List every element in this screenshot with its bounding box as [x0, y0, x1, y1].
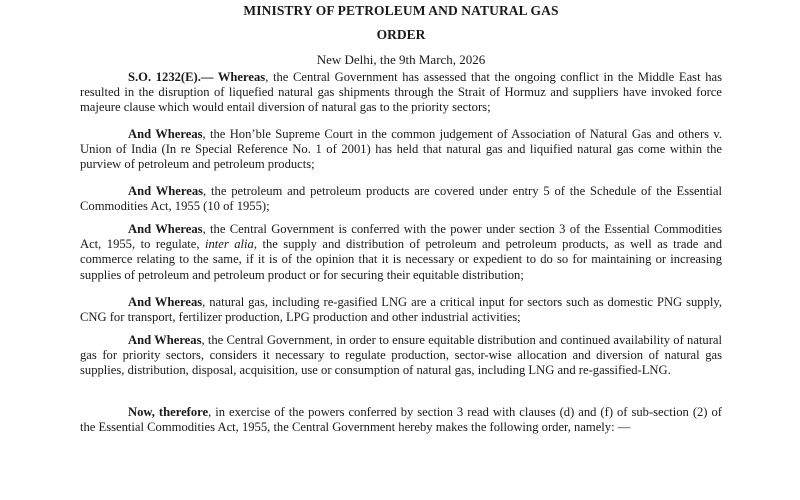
paragraph-text: , the Central Government has assessed that the ongoing conflict in the Middle East has resulted in the disruption of liquefied natural gas shipments through the Strait of Hormuz and suppliers have invoked force majeure clause which would entail diversion of natural gas to the priority sectors; [80, 70, 722, 115]
paragraph-lead: And Whereas [128, 222, 203, 236]
document-type-heading: ORDER [376, 27, 426, 42]
dateline: New Delhi, the 9th March, 2026 [316, 52, 486, 67]
paragraph-lead: And Whereas [128, 333, 202, 347]
paragraph-now-therefore [80, 405, 722, 435]
paragraph-text: , the supply and distribution of petroleum and petroleum products, as well as trade and commerce relating to the same, if it is of the opinion that it is necessary or expedient to do so for maintaining or increasing supplies of petroleum and petroleum product or for securing their equitable distribution; [80, 237, 722, 282]
paragraph-whereas-power [80, 222, 722, 283]
paragraph-whereas-schedule [80, 184, 722, 214]
paragraph-preamble [80, 70, 722, 116]
paragraph-lead: And Whereas [128, 184, 204, 198]
paragraph-lead: Now, therefore [128, 405, 209, 419]
paragraph-text: , the petroleum and petroleum products are covered under entry 5 of the Schedule of the Essential Commodities Act, 1955 (10 of 1955); [80, 184, 722, 214]
ministry-heading: MINISTRY OF PETROLEUM AND NATURAL GAS [243, 3, 559, 18]
paragraph-lead: And Whereas [128, 127, 203, 141]
paragraph-text: , the Central Government is conferred with the power under section 3 of the Essential Commodities Act, 1955, to regulate, [80, 222, 722, 252]
paragraph-whereas-supreme-court [80, 127, 722, 173]
paragraph-italic-term: inter alia [205, 237, 254, 252]
paragraph-text: , natural gas, including re-gasified LNG are a critical input for sectors such as domestic PNG supply, CNG for transport, fertilizer production, LPG production and other industrial activities; [80, 295, 722, 325]
paragraph-text: , the Hon’ble Supreme Court in the common judgement of Association of Natural Gas and others v. Union of India (In re Special Reference No. 1 of 2001) has held that natural gas and liquified natural gas come within the purview of petroleum and petroleum products; [80, 127, 722, 172]
paragraph-text: , the Central Government, in order to ensure equitable distribution and continued availability of natural gas for priority sectors, considers it necessary to regulate production, sector-wise allocation and diversion of natural gas supplies, distribution, disposal, acquisition, use or consumption of natural gas, including LNG and re-gassified-LNG. [80, 333, 722, 378]
paragraph-whereas-lng-input [80, 295, 722, 325]
paragraph-lead: And Whereas [128, 295, 203, 309]
paragraph-text: , in exercise of the powers conferred by section 3 read with clauses (d) and (f) of sub-section (2) of the Essential Commodities Act, 1955, the Central Government hereby makes the following order, namely: — [80, 405, 722, 435]
paragraph-whereas-distribution [80, 333, 722, 379]
paragraph-lead: S.O. 1232(E).— Whereas [128, 70, 266, 84]
